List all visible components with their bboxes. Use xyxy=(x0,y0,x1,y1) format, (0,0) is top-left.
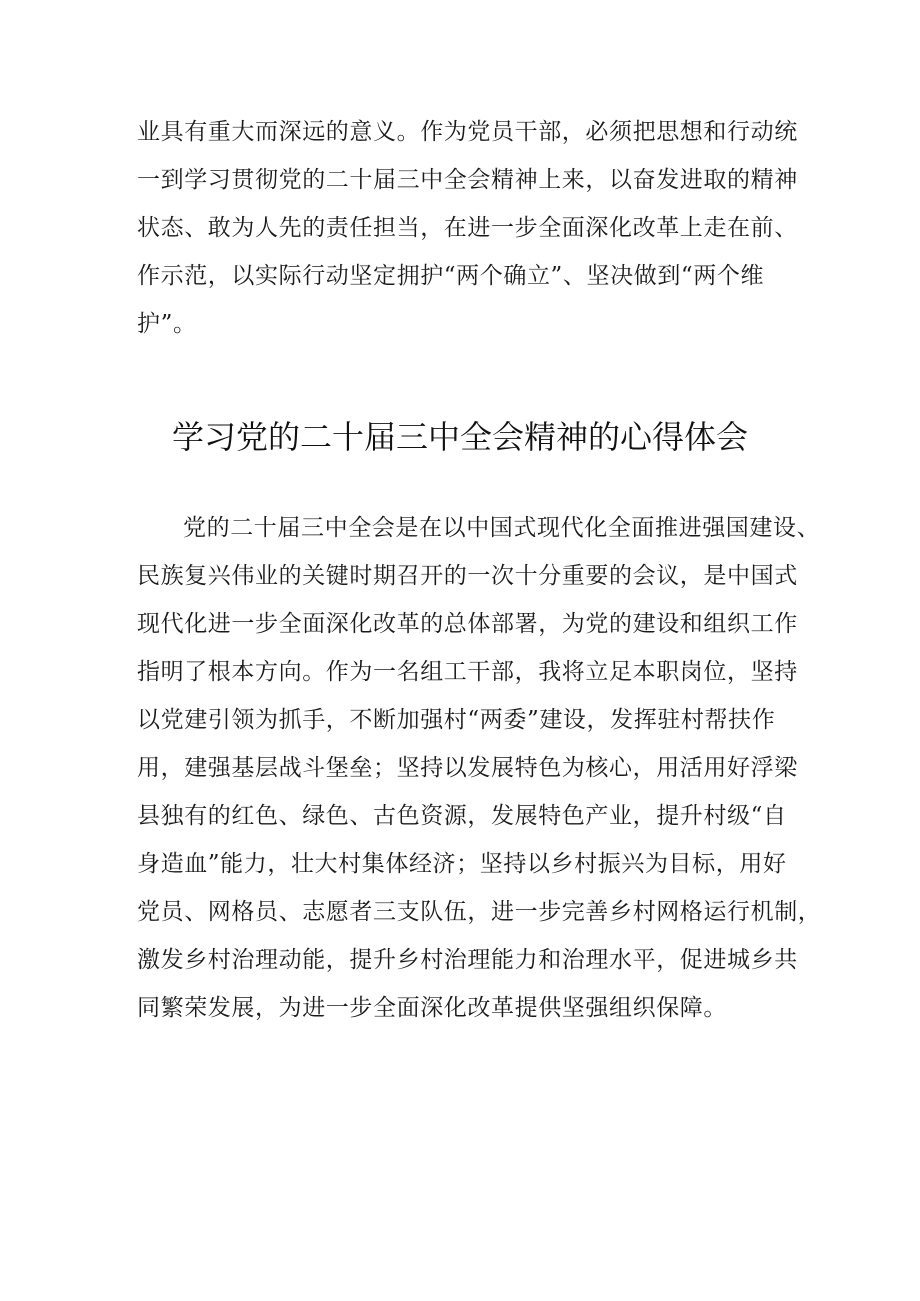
paragraph-line: 一到学习贯彻党的二十届三中全会精神上来，以奋发进取的精神 xyxy=(137,167,798,193)
paragraph-line: 业具有重大而深远的意义。作为党员干部，必须把思想和行动统 xyxy=(137,119,798,145)
paragraph-line: 同繁荣发展，为进一步全面深化改革提供坚强组织保障。 xyxy=(137,995,727,1021)
paragraph-line: 作示范，以实际行动坚定拥护“两个确立”、坚决做到“两个维 xyxy=(137,263,765,289)
paragraph-line: 激发乡村治理动能，提升乡村治理能力和治理水平，促进城乡共 xyxy=(137,947,798,973)
paragraph-line: 党的二十届三中全会是在以中国式现代化全面推进强国建设、 xyxy=(183,515,821,541)
paragraph-line: 护”。 xyxy=(137,311,197,337)
paragraph-line: 党员、网格员、志愿者三支队伍，进一步完善乡村网格运行机制， xyxy=(137,899,822,925)
paragraph-line: 民族复兴伟业的关键时期召开的一次十分重要的会议，是中国式 xyxy=(137,563,798,589)
paragraph-line: 现代化进一步全面深化改革的总体部署，为党的建设和组织工作 xyxy=(137,611,798,637)
paragraph-line: 以党建引领为抓手，不断加强村“两委”建设，发挥驻村帮扶作 xyxy=(137,707,776,733)
section-title: 学习党的二十届三中全会精神的心得体会 xyxy=(171,418,748,456)
paragraph-line: 状态、敢为人先的责任担当，在进一步全面深化改革上走在前、 xyxy=(137,215,798,241)
paragraph-line: 身造血”能力，壮大村集体经济；坚持以乡村振兴为目标，用好 xyxy=(137,851,787,877)
paragraph-line: 用，建强基层战斗堡垒；坚持以发展特色为核心，用活用好浮梁 xyxy=(137,755,798,781)
paragraph-line: 指明了根本方向。作为一名组工干部，我将立足本职岗位，坚持 xyxy=(137,659,798,685)
paragraph-line: 县独有的红色、绿色、古色资源，发展特色产业，提升村级“自 xyxy=(137,803,787,829)
